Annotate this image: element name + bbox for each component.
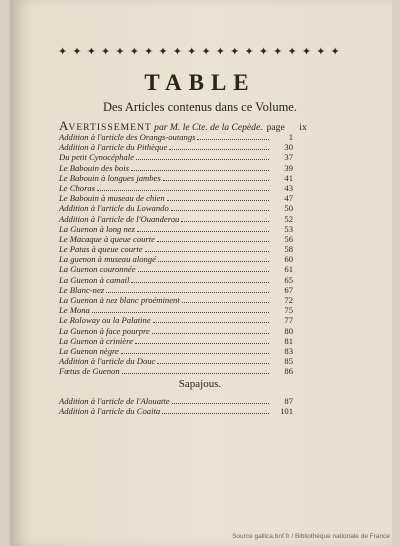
toc-page-number: 52 (284, 213, 293, 224)
toc-entry (59, 183, 293, 193)
toc-entry (59, 264, 293, 274)
toc-entry (59, 326, 293, 336)
toc-entry-label: La Guenon nègre (59, 345, 119, 356)
toc-entry-label: La Guenon couronnée (59, 264, 136, 275)
toc-page-number: 58 (284, 244, 293, 255)
source-credit: Source gallica.bnf.fr / Bibliothèque nationale de France (232, 533, 390, 540)
toc-entry (59, 305, 293, 315)
toc-page-number: 50 (284, 203, 293, 214)
fleuron-ornament-icon: ✦ (86, 45, 96, 58)
toc-page-number: 72 (284, 295, 293, 305)
dot-leader (169, 142, 269, 150)
dot-leader (158, 254, 269, 262)
toc-page-number: 30 (284, 142, 293, 153)
toc-entry (59, 244, 293, 254)
toc-entry-label: Le Babouin à longues jambes (59, 172, 161, 183)
toc-page-number: 87 (284, 396, 293, 406)
fleuron-ornament-icon: ✦ (201, 45, 211, 58)
dot-leader (163, 173, 269, 181)
toc-entry-label: Addition à l'article du Douc (59, 356, 156, 367)
fleuron-ornament-icon: ✦ (58, 45, 68, 58)
toc-page-number: 101 (280, 406, 293, 417)
toc-page-number: 37 (284, 152, 293, 163)
toc-entry-label: Le Blanc-nez (59, 284, 105, 295)
toc-page-number: 86 (284, 366, 293, 377)
dot-leader (131, 163, 269, 171)
dot-leader (145, 244, 269, 252)
toc-entry-label: La Guenon à face pourpre (59, 325, 150, 336)
dot-leader (97, 183, 269, 191)
dot-leader (136, 152, 269, 160)
toc-page-number: 56 (284, 233, 293, 244)
dot-leader (92, 305, 269, 313)
toc-entry-label: La guenon à museau alongé (59, 254, 156, 265)
toc-entry-label: Le Babouin à museau de chien (59, 193, 165, 204)
toc-page-number: 1 (288, 132, 293, 142)
fleuron-ornament-icon: ✦ (101, 45, 111, 58)
toc-entry (59, 234, 293, 244)
fleuron-ornament-icon: ✦ (158, 45, 168, 58)
fleuron-ornament-icon: ✦ (144, 45, 154, 58)
toc-page-number: 47 (284, 193, 293, 204)
toc-entry-label: Addition à l'article du Coaita (59, 406, 161, 417)
fleuron-ornament-icon: ✦ (316, 45, 326, 58)
toc-entry (59, 396, 293, 406)
toc-entry (59, 336, 293, 346)
dot-leader (138, 264, 269, 272)
toc-entry-label: Addition à l'article du Pithèque (59, 142, 168, 153)
page-title: TABLE (144, 70, 256, 95)
toc-page-number: 83 (284, 345, 293, 356)
dot-leader (131, 275, 269, 283)
dot-leader (152, 326, 269, 334)
dot-leader (171, 203, 269, 211)
fleuron-ornament-icon: ✦ (72, 45, 82, 58)
toc-entry-label: Le Babouin des bois (59, 162, 129, 173)
page-subtitle: Des Articles contenus dans ce Volume. (103, 100, 297, 114)
toc-page-number: 39 (284, 162, 293, 173)
fleuron-ornament-icon: ✦ (258, 45, 269, 58)
toc-entry (59, 356, 293, 366)
dot-leader (122, 366, 269, 374)
toc-entry-label: Fœtus de Guenon (59, 366, 120, 377)
toc-entry (59, 254, 293, 264)
toc-page-number: 53 (284, 223, 293, 234)
toc-page-number: 67 (284, 284, 293, 295)
fleuron-ornament-icon: ✦ (129, 45, 139, 58)
toc-entry-label: Addition à l'article du Lowando (59, 203, 169, 214)
dot-leader (106, 285, 269, 293)
toc-entry (59, 346, 293, 356)
page-word: page (266, 122, 285, 133)
toc-entry-label: La Guenon à nez blanc proéminent (59, 295, 180, 305)
dot-leader (157, 234, 269, 242)
toc-entry-label: Le Patas à queue courte (59, 244, 143, 255)
table-of-contents-sapajous (59, 396, 293, 416)
toc-entry-label: Addition à l'article des Orangs-outangs (59, 132, 196, 142)
dot-leader (182, 295, 269, 303)
toc-entry-label: Le Macaque à queue courte (59, 233, 155, 244)
dot-leader (172, 396, 269, 404)
toc-entry (59, 152, 293, 162)
toc-entry-label: Addition à l'article de l'Alouatte (59, 396, 170, 406)
fleuron-ornament-icon: ✦ (187, 45, 197, 58)
toc-entry (59, 295, 293, 305)
toc-entry (59, 214, 293, 224)
ornament-band (58, 44, 340, 60)
toc-entry (59, 203, 293, 213)
toc-page-number: 77 (284, 315, 293, 326)
fleuron-ornament-icon: ✦ (287, 45, 297, 58)
toc-entry (59, 193, 293, 203)
toc-entry (59, 315, 293, 325)
dot-leader (121, 346, 269, 354)
toc-entry (59, 275, 293, 285)
toc-entry-label: La Guenon à long nez (59, 223, 135, 234)
toc-entry (59, 163, 293, 173)
toc-entry (59, 224, 293, 234)
toc-page-number: 80 (284, 325, 293, 336)
toc-page-number: 43 (284, 182, 293, 193)
toc-entry-label: La Guenon à crinière (59, 335, 133, 346)
toc-entry (59, 173, 293, 183)
dot-leader (181, 214, 269, 222)
toc-page-number: ix (299, 122, 307, 133)
toc-entry (59, 366, 293, 376)
dot-leader (137, 224, 269, 232)
toc-entry-label: AVERTISSEMENT par M. le Cte. de la Cepède. (59, 118, 263, 133)
toc-entry-label: Le Mona (59, 305, 90, 316)
drop-initial: A (59, 118, 69, 133)
toc-page-number: 85 (284, 356, 293, 367)
dot-leader (153, 315, 269, 323)
toc-entry (59, 285, 293, 295)
fleuron-ornament-icon: ✦ (273, 45, 283, 58)
fleuron-ornament-icon: ✦ (244, 45, 254, 58)
toc-entry (59, 406, 293, 416)
toc-page-number: 65 (284, 274, 293, 285)
toc-page-number: 41 (284, 172, 293, 183)
fleuron-ornament-icon: ✦ (115, 45, 125, 58)
dot-leader (135, 336, 269, 344)
section-heading: Sapajous. (178, 378, 222, 390)
toc-entry (59, 132, 293, 142)
dot-leader (167, 193, 269, 201)
fleuron-ornament-icon: ✦ (330, 45, 340, 58)
toc-entry-label: La Guenon à camail (59, 274, 130, 285)
toc-entry-label: Le Roloway ou la Palatine (59, 315, 151, 326)
toc-entry-avertissement (59, 118, 307, 133)
fleuron-ornament-icon: ✦ (172, 45, 182, 58)
toc-entry-label: Addition à l'article de l'Ouanderou (59, 213, 180, 224)
fleuron-ornament-icon: ✦ (230, 45, 240, 58)
table-of-contents (59, 118, 307, 377)
fleuron-ornament-icon: ✦ (301, 45, 312, 58)
dot-leader (157, 356, 269, 364)
toc-entry-label: Du petit Cynocéphale (59, 152, 134, 163)
toc-page-number: 81 (284, 335, 293, 346)
dot-leader (197, 132, 269, 140)
toc-entry-label: Le Choras (59, 182, 96, 193)
toc-entry (59, 142, 293, 152)
toc-page-number: 60 (284, 254, 293, 265)
toc-page-number: 61 (284, 264, 293, 275)
dot-leader (162, 406, 269, 414)
fleuron-ornament-icon: ✦ (215, 45, 225, 58)
toc-page-number: 75 (284, 305, 293, 316)
